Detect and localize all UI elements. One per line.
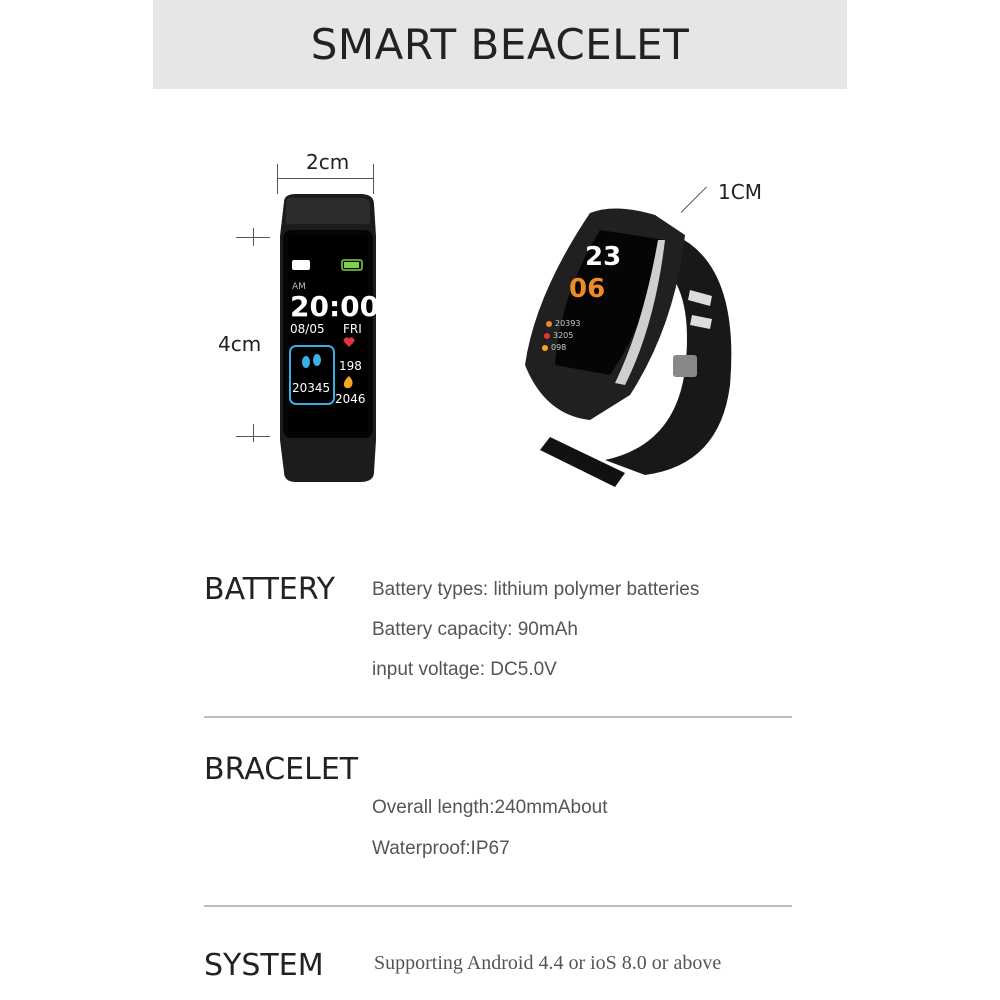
system-support: Supporting Android 4.4 or ioS 8.0 or above [374,952,722,974]
side-row-1: 20393 [555,319,581,328]
section-heading-system: SYSTEM [204,948,324,983]
battery-capacity: Battery capacity: 90mAh [372,619,578,640]
divider [204,905,792,907]
bracelet-front-image [270,190,382,486]
date-display: 08/05 [290,322,325,336]
footprint-icon [302,356,310,368]
bracelet-side-image [515,205,740,495]
width-label: 2cm [306,150,350,174]
steps-count: 20345 [292,381,331,395]
bluetooth-icon [292,260,310,270]
am-label: AM [292,282,306,292]
section-heading-bracelet: BRACELET [204,752,359,787]
section-heading-battery: BATTERY [204,572,336,607]
side-row-3: 098 [551,343,567,352]
height-label: 4cm [218,332,262,356]
side-hour: 23 [585,242,622,272]
width-dimension-line [277,178,373,179]
battery-type: Battery types: lithium polymer batteries [372,579,700,600]
page-title: SMART BEACELET [310,20,690,69]
calories: 2046 [335,392,366,406]
heart-rate: 198 [339,359,362,373]
time-display: 20:00 [290,290,380,323]
weekday-display: FRI [343,322,362,336]
height-line-top [253,228,254,246]
overall-length: Overall length:240mmAbout [372,797,608,818]
divider [204,716,792,718]
title-banner [153,0,847,89]
side-minute: 06 [569,274,606,304]
side-row-2: 3205 [553,331,574,340]
thickness-label: 1CM [718,180,762,204]
waterproof-rating: Waterproof:IP67 [372,838,510,859]
input-voltage: input voltage: DC5.0V [372,659,557,680]
height-line-bottom [253,424,254,442]
